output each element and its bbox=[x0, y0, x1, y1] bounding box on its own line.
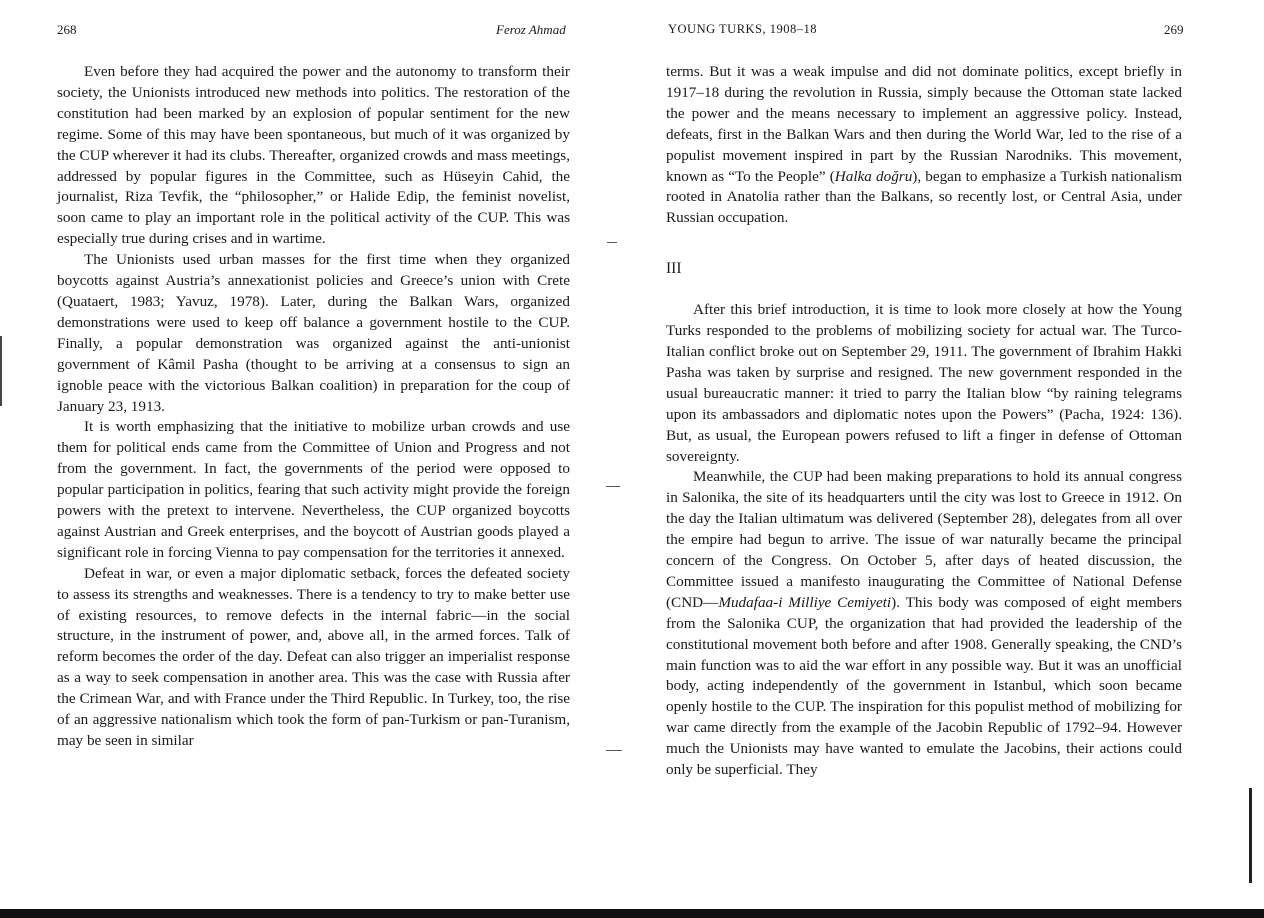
paragraph: After this brief introduction, it is time to look more closely at how the Young Turks responded to the problems of mobilizing society for actual war. The Turco-Italian conflict broke out on September 29, 1911. The government of Ibrahim Hakki Pasha was taken by surprise and resigned. The new government responded in the usual bureaucratic manner: it tried to parry the Italian blow “by raining telegrams upon its ambassadors and diplomatic notes upon the Powers” (Pacha, 1924: 136). But, as usual, the European powers refused to lift a finger in defense of Ottoman sovereignty. bbox=[666, 301, 1182, 465]
paragraph bbox=[666, 467, 1182, 781]
scan-edge-shadow bbox=[1249, 788, 1252, 883]
left-text-column bbox=[57, 62, 570, 752]
right-text-column bbox=[666, 62, 1182, 781]
gutter-mark bbox=[606, 486, 620, 487]
text-run: terms. But it was a weak impulse and did not dominate politics, except briefly in 1917–18 during the revolution in Russia, simply because the Ottoman state lacked the power and the means necessary to implement an aggressive policy. Instead, defeats, first in the Balkan Wars and then during the World War, led to the rise of a populist movement inspired in part by the Russian Narodniks. This movement, known as “To the People” ( bbox=[666, 63, 1182, 185]
paragraph: Defeat in war, or even a major diplomatic setback, forces the defeated society to assess its strengths and weaknesses. There is a tendency to try to make better use of existing resources, to remove defects in the internal fabric—in the social structure, in the instrument of power, and, above all, in the armed forces. Talk of reform becomes the order of the day. Defeat can also trigger an imperialist response as a way to seek compensation in another area. This was the case with Russia after the Crimean War, and with France under the Third Republic. In Turkey, too, the rise of an aggressive nationalism which took the form of pan-Turkism or pan-Turanism, may be seen in similar bbox=[57, 564, 570, 749]
gutter-mark bbox=[607, 242, 617, 243]
text-run: ). This body was composed of eight members from the Salonika CUP, the organization that had provided the leadership of the constitutional movement both before and after 1908. Generally speaking, the CND’s main function was to aid the war effort in any possible way. But it was an unofficial body, acting independently of the government in Istanbul, which soon became openly hostile to the CUP. The inspiration for this populist method of mobilizing for war came directly from the example of the Jacobin Republic of 1792–94. However much the Unionists may have wanted to emulate the Jacobins, their actions could only be superficial. They bbox=[666, 593, 1182, 779]
italic-term: Halka doğru bbox=[834, 167, 913, 185]
paragraph: The Unionists used urban masses for the first time when they organized boycotts against Austria’s annexationist policies and Greece’s union with Crete (Quataert, 1983; Yavuz, 1978). Later, during the Balkan Wars, organized demonstrations were used to keep off balance a government hostile to the CUP. Finally, a popular demonstration was organized against the anti-unionist government of Kâmil Pasha (thought to be arriving at a consensus to sign an ignoble peace with the victorious Balkan coalition) in preparation for the coup of January 23, 1913. bbox=[57, 251, 570, 415]
page-number-left: 268 bbox=[57, 22, 77, 37]
italic-term: Mudafaa-i Milliye Cemiyeti bbox=[718, 593, 892, 611]
paragraph: It is worth emphasizing that the initiative to mobilize urban crowds and use them for political ends came from the Committee of Union and Progress and not from the government. In fact, the governments of the period were opposed to popular participation in politics, fearing that such activity might provide the foreign powers with the pretext to intervene. Nevertheless, the CUP organized boycotts against Austrian and Greek enterprises, and the boycott of Austrian goods played a significant role in forcing Vienna to pay compensation for the territories it annexed. bbox=[57, 418, 570, 561]
text-run: Meanwhile, the CUP had been making preparations to hold its annual congress in Salonika, the site of its headquarters until the city was lost to Greece in 1912. On the day the Italian ultimatum was delivered (September 28), delegates from all over the empire had begun to arrive. The issue of war naturally became the principal concern of the Congress. On October 5, after days of heated discussion, the Committee issued a manifesto inaugurating the Committee of National Defense (CND— bbox=[666, 468, 1182, 611]
section-heading: III bbox=[666, 260, 682, 278]
text-run: ), began to emphasize a Turkish nationalism rooted in Anatolia rather than the Balkans, so recently lost, or Central Asia, under Russian occupation. bbox=[666, 167, 1183, 227]
continuation-paragraph bbox=[666, 62, 1182, 229]
page-number-right: 269 bbox=[1164, 22, 1184, 37]
running-head-title: YOUNG TURKS, 1908–18 bbox=[668, 22, 818, 36]
scan-bottom-border bbox=[0, 909, 1264, 918]
paragraph: Even before they had acquired the power and the autonomy to transform their society, the Unionists introduced new methods into politics. The restoration of the constitution had been marked by an explosion of popular sentiment for the new regime. Some of this may have been spontaneous, but much of it was organized by the CUP wherever it had its clubs. Thereafter, organized crowds and mass meetings, addressed by popular figures in the Committee, such as Hüseyin Cahid, the journalist, Riza Tevfik, the “philosopher,” or Halide Edip, the feminist novelist, soon came to play an important role in the political activity of the CUP. This was especially true during crises and in wartime. bbox=[57, 63, 570, 248]
running-head-author: Feroz Ahmad bbox=[496, 22, 566, 37]
gutter-mark bbox=[606, 750, 622, 751]
scan-edge-shadow bbox=[0, 336, 2, 406]
